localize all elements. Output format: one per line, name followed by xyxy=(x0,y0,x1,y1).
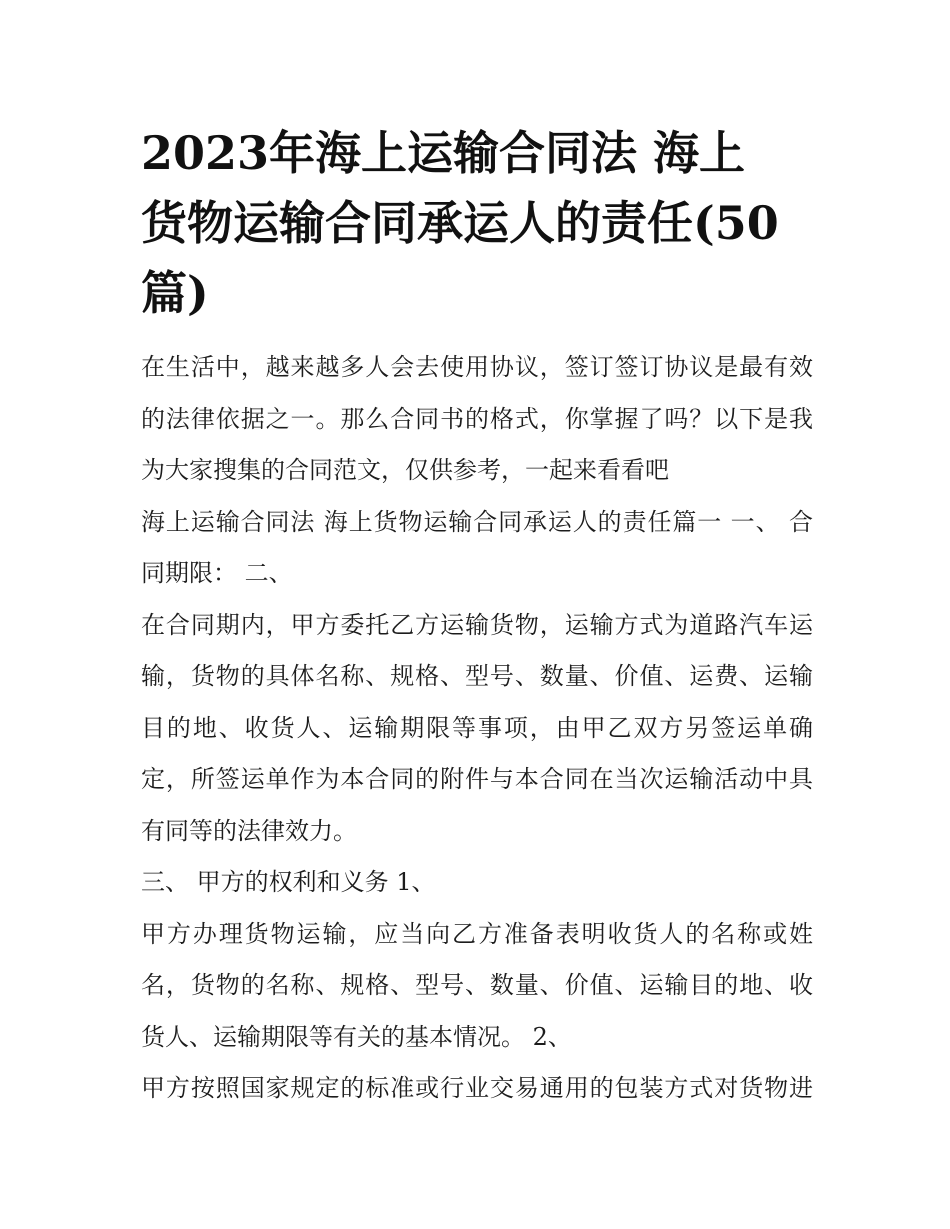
title-line: 货物运输合同承运人的责任(50 xyxy=(141,196,779,250)
text-line: 目的地、收货人、运输期限等事项，由甲乙双方另签运单确 xyxy=(141,713,813,742)
text-line: 有同等的法律效力。 xyxy=(141,816,357,845)
title-line: 2023年海上运输合同法 海上 xyxy=(141,126,746,180)
intro-paragraph xyxy=(141,342,813,497)
text-line: 为大家搜集的合同范文，仅供参考，一起来看看吧 xyxy=(141,456,669,484)
text-line: 的法律依据之一。那么合同书的格式，你掌握了吗？以下是我 xyxy=(141,404,813,433)
document-body xyxy=(141,342,813,1115)
party-a-duty-paragraph xyxy=(141,909,813,1064)
text-line: 甲方办理货物运输，应当向乙方准备表明收货人的名称或姓 xyxy=(141,919,813,948)
document-title xyxy=(141,118,813,328)
contract-term-paragraph xyxy=(141,600,813,858)
title-line: 篇) xyxy=(141,266,209,320)
text-line: 同期限： 二、 xyxy=(141,559,293,587)
text-line: 输，货物的具体名称、规格、型号、数量、价值、运费、运输 xyxy=(141,662,813,690)
text-line: 定，所签运单作为本合同的附件与本合同在当次运输活动中具 xyxy=(141,765,813,793)
packaging-paragraph xyxy=(141,1063,813,1115)
document-page xyxy=(141,118,813,1115)
section-heading-paragraph xyxy=(141,497,813,600)
text-line: 货人、运输期限等有关的基本情况。 2、 xyxy=(141,1022,572,1051)
party-a-rights-heading xyxy=(141,857,813,909)
text-line: 名，货物的名称、规格、型号、数量、价值、运输目的地、收 xyxy=(141,971,813,999)
text-line: 海上运输合同法 海上货物运输合同承运人的责任篇一 一、 合 xyxy=(141,507,813,536)
text-line: 在合同期内，甲方委托乙方运输货物，运输方式为道路汽车运 xyxy=(141,610,813,639)
text-line: 甲方按照国家规定的标准或行业交易通用的包装方式对货物进 xyxy=(141,1074,813,1102)
text-line: 在生活中，越来越多人会去使用协议，签订签订协议是最有效 xyxy=(141,353,813,381)
text-line: 三、 甲方的权利和义务 1、 xyxy=(141,868,436,896)
